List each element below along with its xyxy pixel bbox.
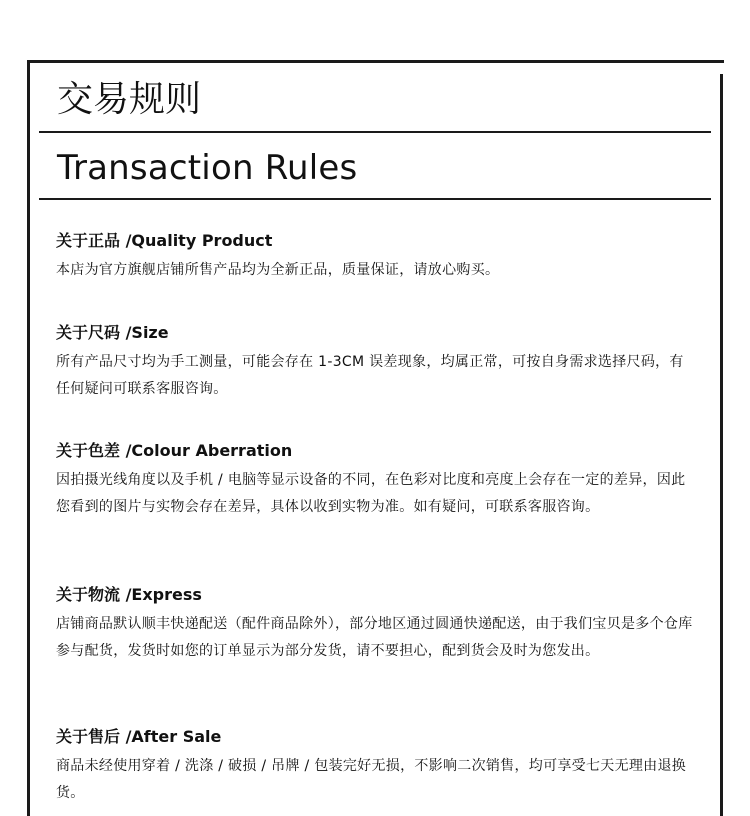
section-express [56,583,696,665]
section-body: 本店为官方旗舰店铺所售产品均为全新正品，质量保证，请放心购买。 [56,262,500,278]
section-quality-product [56,229,696,284]
section-size [56,321,696,403]
section-body: 因拍摄光线角度以及手机 / 电脑等显示设备的不同，在色彩对比度和亮度上会存在一定的差异，因此您看到的图片与实物会存在差异，具体以收到实物为准。如有疑问，可联系客服咨询。 [56,472,686,515]
section-after-sale [56,725,696,807]
section-heading: 关于物流 /Express [56,585,202,604]
section-body: 商品未经使用穿着 / 洗涤 / 破损 / 吊牌 / 包装完好无损，不影响二次销售，均可享受七天无理由退换货。 [56,758,687,801]
divider-line [39,198,711,200]
section-body: 所有产品尺寸均为手工测量，可能会存在 1-3CM 误差现象，均属正常，可按自身需求选择尺码，有任何疑问可联系客服咨询。 [56,354,684,397]
section-heading: 关于尺码 /Size [56,323,169,342]
section-heading: 关于色差 /Colour Aberration [56,441,293,460]
divider-line [39,131,711,133]
section-heading: 关于售后 /After Sale [56,727,222,746]
section-body: 店铺商品默认顺丰快递配送（配件商品除外），部分地区通过圆通快递配送，由于我们宝贝是多个仓库参与配货，发货时如您的订单显示为部分发货，请不要担心，配到货会及时为您发出。 [56,616,693,659]
page-title-chinese: 交易规则 [57,79,202,120]
frame-top-border [27,60,724,63]
frame-right-border [720,74,723,816]
section-heading: 关于正品 /Quality Product [56,231,273,250]
section-colour-aberration [56,439,696,521]
frame-left-border [27,60,30,816]
page-title-english: Transaction Rules [57,148,358,188]
